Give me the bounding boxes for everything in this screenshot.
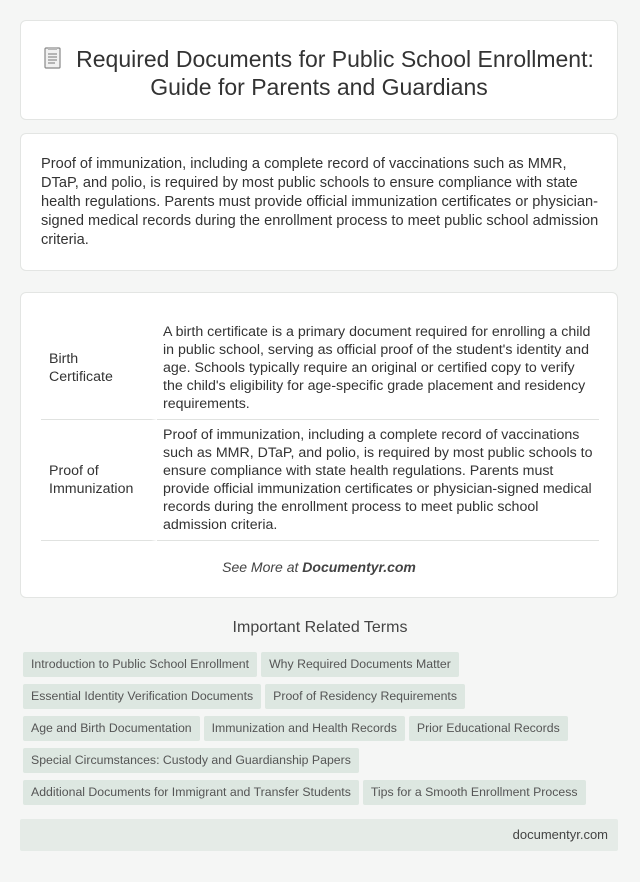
related-term-tag[interactable]: Special Circumstances: Custody and Guardianship Papers bbox=[23, 748, 359, 773]
intro-card bbox=[20, 133, 618, 271]
table-row bbox=[41, 420, 599, 541]
see-more-line bbox=[21, 559, 617, 575]
tag-row bbox=[23, 748, 623, 780]
page-title-text: Required Documents for Public School Enrollment: Guide for Parents and Guardians bbox=[76, 46, 594, 100]
related-term-tag[interactable]: Introduction to Public School Enrollment bbox=[23, 652, 257, 677]
related-term-tag[interactable]: Tips for a Smooth Enrollment Process bbox=[363, 780, 586, 805]
term-cell: Birth Certificate bbox=[41, 317, 157, 420]
see-more-link[interactable]: Documentyr.com bbox=[302, 559, 416, 575]
title-card bbox=[20, 20, 618, 120]
related-term-tag[interactable]: Prior Educational Records bbox=[409, 716, 568, 741]
documents-table bbox=[41, 317, 599, 541]
related-terms-tags bbox=[23, 652, 623, 812]
documents-table-card bbox=[20, 292, 618, 598]
footer-bar bbox=[20, 819, 618, 851]
related-term-tag[interactable]: Additional Documents for Immigrant and Transfer Students bbox=[23, 780, 359, 805]
related-term-tag[interactable]: Immunization and Health Records bbox=[204, 716, 405, 741]
related-term-tag[interactable]: Proof of Residency Requirements bbox=[265, 684, 465, 709]
description-cell: A birth certificate is a primary document required for enrolling a child in public school, serving as official proof of the student's identity and age. Schools typically require an original or certified copy to verify the child's eligibility for age-specific grade placement and residency requirements. bbox=[157, 317, 599, 420]
description-cell: Proof of immunization, including a complete record of vaccinations such as MMR, DTaP, and polio, is required by most public schools to ensure compliance with state health regulations. Parents must provide official immunization certificates or physician-signed medical records during the enrollment process to meet public school admission criteria. bbox=[157, 420, 599, 541]
tag-row bbox=[23, 780, 623, 812]
related-term-tag[interactable]: Age and Birth Documentation bbox=[23, 716, 200, 741]
tag-row bbox=[23, 684, 623, 716]
page-title bbox=[21, 45, 617, 101]
related-term-tag[interactable]: Essential Identity Verification Documents bbox=[23, 684, 261, 709]
intro-paragraph: Proof of immunization, including a complete record of vaccinations such as MMR, DTaP, and polio, is required by most public schools to ensure compliance with state health regulations. Parents must provide official immunization certificates or physician-signed medical records during the enrollment process to meet public school admission criteria. bbox=[41, 156, 599, 248]
term-cell: Proof of Immunization bbox=[41, 420, 157, 541]
document-icon bbox=[44, 46, 62, 70]
tag-row bbox=[23, 652, 623, 684]
related-term-tag[interactable]: Why Required Documents Matter bbox=[261, 652, 459, 677]
table-row bbox=[41, 317, 599, 420]
tag-row bbox=[23, 716, 623, 748]
see-more-prefix: See More at bbox=[222, 559, 299, 575]
related-terms-heading: Important Related Terms bbox=[232, 619, 408, 636]
footer-site[interactable]: documentyr.com bbox=[512, 827, 608, 842]
